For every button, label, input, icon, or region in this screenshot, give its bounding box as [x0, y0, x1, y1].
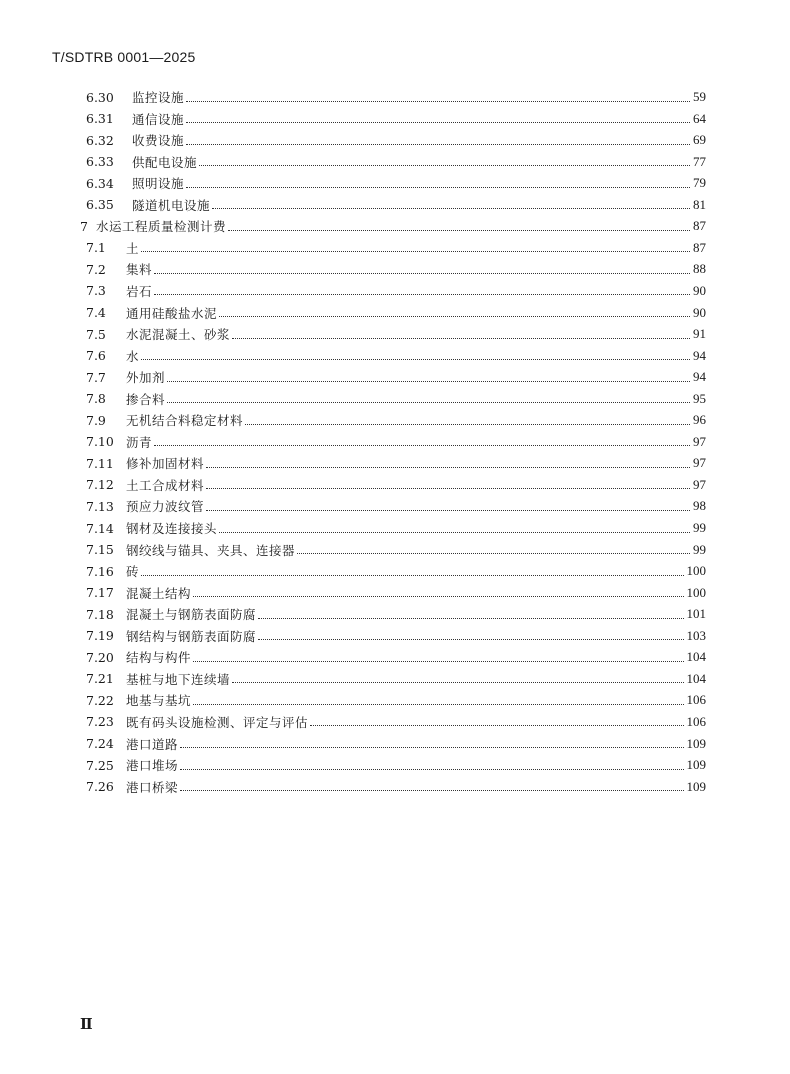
toc-dot-leader [167, 402, 690, 403]
toc-entry [86, 517, 706, 539]
toc-entry-title: 收费设施 [132, 133, 185, 149]
toc-entry [86, 495, 706, 517]
toc-entry [86, 582, 706, 604]
toc-entry [86, 108, 706, 130]
toc-entry-title: 混凝土与钢筋表面防腐 [126, 607, 257, 623]
toc-entry-number: 7.18 [86, 606, 114, 622]
toc-entry-title: 土 [126, 240, 140, 256]
toc-entry-title: 土工合成材料 [126, 477, 205, 493]
toc-dot-leader [219, 532, 690, 533]
toc-entry-number: 7.8 [86, 391, 106, 407]
toc-entry-number: 7.7 [86, 369, 106, 385]
toc-entry-page: 87 [693, 218, 706, 234]
toc-entry [86, 689, 706, 711]
toc-entry [86, 129, 706, 151]
toc-entry [86, 603, 706, 625]
toc-entry-page: 109 [686, 778, 706, 794]
toc-entry [86, 151, 706, 173]
toc-entry-page: 90 [693, 282, 706, 298]
toc-entry [86, 474, 706, 496]
toc-dot-leader [180, 747, 683, 748]
toc-dot-leader [154, 445, 690, 446]
toc-entry-page: 104 [686, 670, 706, 686]
toc-entry-title: 监控设施 [132, 90, 185, 105]
toc-entry-number: 7.15 [86, 542, 114, 558]
toc-entry [86, 711, 706, 733]
toc-entry-number: 7.21 [86, 671, 114, 687]
toc-entry-title: 港口堆场 [126, 758, 179, 774]
toc-entry-number: 6.31 [86, 111, 114, 127]
toc-entry-page: 98 [693, 498, 706, 514]
toc-entry-title: 砖 [126, 564, 140, 580]
toc-entry [86, 776, 706, 798]
toc-entry-title: 地基与基坑 [126, 693, 192, 709]
toc-entry-number: 7.2 [86, 261, 106, 277]
toc-entry-title: 预应力波纹管 [126, 499, 205, 515]
toc-dot-leader [297, 553, 690, 554]
toc-entry-page: 109 [686, 735, 706, 751]
toc-entry-title: 钢材及连接接头 [126, 521, 218, 536]
toc-entry [86, 646, 706, 668]
toc-entry [86, 452, 706, 474]
toc-entry-page: 97 [693, 476, 706, 492]
toc-entry-title: 水泥混凝土、砂浆 [126, 327, 231, 343]
toc-dot-leader [206, 467, 690, 468]
toc-entry-title: 水运工程质量检测计费 [96, 219, 227, 235]
toc-entry-page: 94 [693, 347, 706, 363]
toc-entry-title: 供配电设施 [132, 154, 198, 170]
toc-entry-number: 6.30 [86, 89, 114, 105]
toc-entry-number: 7.20 [86, 649, 114, 665]
toc-entry-page: 90 [693, 304, 706, 320]
toc-dot-leader [228, 230, 690, 231]
toc-entry-page: 106 [686, 713, 706, 729]
toc-entry-title: 混凝土结构 [126, 585, 192, 601]
toc-entry-page: 103 [686, 627, 706, 643]
toc-dot-leader [167, 381, 690, 382]
toc-dot-leader [141, 251, 690, 252]
toc-entry-title: 水 [126, 348, 140, 364]
toc-entry [86, 280, 706, 302]
toc-entry-page: 101 [686, 606, 706, 622]
toc-entry-number: 7.16 [86, 563, 114, 579]
toc-dot-leader [186, 122, 690, 123]
toc-entry-number: 7.22 [86, 692, 114, 708]
toc-entry-page: 96 [693, 412, 706, 428]
toc-entry-number: 7.5 [86, 326, 106, 342]
toc-dot-leader [258, 618, 683, 619]
toc-entry-number: 7.13 [86, 498, 114, 514]
toc-dot-leader [180, 769, 683, 770]
toc-entry-page: 99 [693, 520, 706, 535]
toc-dot-leader [245, 424, 690, 425]
toc-entry-page: 64 [693, 110, 706, 126]
toc-entry [86, 86, 706, 108]
toc-dot-leader [199, 165, 690, 166]
toc-dot-leader [310, 725, 683, 726]
toc-entry-number: 7.19 [86, 628, 114, 644]
toc-entry-page: 97 [693, 433, 706, 449]
toc-entry [86, 733, 706, 755]
toc-entry [86, 366, 706, 388]
toc-dot-leader [186, 144, 690, 145]
toc-entry [86, 668, 706, 690]
toc-entry-title: 钢绞线与锚具、夹具、连接器 [126, 542, 296, 558]
toc-entry-number: 6.35 [86, 197, 114, 213]
toc-dot-leader [186, 187, 690, 188]
toc-entry-title: 结构与构件 [126, 650, 192, 666]
toc-entry-title: 掺合料 [126, 391, 166, 407]
toc-dot-leader [232, 338, 690, 339]
toc-entry [86, 625, 706, 647]
toc-entry-number: 7.23 [86, 714, 114, 730]
toc-entry-page: 100 [686, 584, 706, 600]
toc-entry [80, 215, 706, 237]
toc-entry-number: 7.12 [86, 477, 114, 493]
toc-entry-number: 7.11 [86, 455, 114, 471]
toc-entry-page: 104 [686, 649, 706, 665]
toc-entry-page: 59 [693, 89, 706, 104]
toc-entry-page: 77 [693, 153, 706, 169]
toc-entry-page: 99 [693, 541, 706, 557]
toc-entry-page: 81 [693, 196, 706, 212]
toc-entry-number: 7.9 [86, 412, 106, 428]
toc-entry-title: 照明设施 [132, 176, 185, 192]
toc-entry-number: 7.1 [86, 240, 106, 256]
toc-entry-title: 基桩与地下连续墙 [126, 671, 231, 687]
toc-entry-title: 既有码头设施检测、评定与评估 [126, 714, 309, 730]
toc-entry-page: 87 [693, 239, 706, 255]
toc-dot-leader [154, 273, 690, 274]
toc-entry-title: 通信设施 [132, 111, 185, 127]
toc-entry-page: 100 [686, 563, 706, 579]
toc-entry [86, 237, 706, 259]
document-code: T/SDTRB 0001—2025 [52, 49, 196, 65]
toc-entry-number: 7.3 [86, 283, 106, 299]
toc-dot-leader [212, 208, 690, 209]
toc-entry-number: 7.17 [86, 585, 114, 601]
toc-entry-number: 7.4 [86, 305, 106, 320]
toc-entry-number: 6.33 [86, 154, 114, 170]
toc-dot-leader [206, 488, 690, 489]
toc-entry [86, 560, 706, 582]
toc-entry-title: 钢结构与钢筋表面防腐 [126, 628, 257, 644]
toc-entry-title: 无机结合料稳定材料 [126, 413, 244, 429]
toc-entry-number: 7.26 [86, 779, 114, 795]
toc-entry-number: 6.34 [86, 175, 114, 191]
toc-dot-leader [193, 596, 683, 597]
toc-entry-page: 91 [693, 326, 706, 342]
toc-entry [86, 431, 706, 453]
toc-entry-title: 通用硅酸盐水泥 [126, 305, 218, 321]
toc-entry [86, 539, 706, 561]
toc-dot-leader [141, 575, 683, 576]
toc-entry-title: 修补加固材料 [126, 456, 205, 472]
toc-dot-leader [180, 790, 683, 791]
toc-entry-number: 7.24 [86, 736, 114, 751]
page-number: Ⅱ [80, 1017, 92, 1033]
toc-entry [86, 172, 706, 194]
toc-entry-title: 港口道路 [126, 736, 179, 752]
toc-entry-number: 7.14 [86, 520, 114, 536]
toc-entry-number: 7.10 [86, 434, 114, 450]
toc-entry-page: 69 [693, 132, 706, 148]
toc-entry [86, 754, 706, 776]
toc-entry-page: 97 [693, 455, 706, 471]
toc-entry-number: 7 [80, 218, 88, 234]
toc-dot-leader [219, 316, 690, 317]
toc-dot-leader [258, 639, 683, 640]
toc-entry-page: 106 [686, 692, 706, 708]
toc-entry [86, 194, 706, 216]
toc-entry-title: 港口桥梁 [126, 779, 179, 795]
toc-entry-number: 7.6 [86, 348, 106, 364]
toc-entry-title: 沥青 [126, 434, 153, 450]
toc-entry-page: 109 [686, 757, 706, 773]
toc-entry-page: 79 [693, 175, 706, 191]
toc-entry [86, 388, 706, 410]
toc-dot-leader [154, 294, 690, 295]
toc-entry-number: 7.25 [86, 757, 114, 773]
toc-dot-leader [141, 359, 690, 360]
toc-entry [86, 258, 706, 280]
toc-dot-leader [193, 704, 683, 705]
toc-entry-page: 95 [693, 390, 706, 406]
toc-entry-number: 6.32 [86, 132, 114, 148]
toc-entry [86, 302, 706, 324]
toc-dot-leader [193, 661, 683, 662]
toc-entry-title: 外加剂 [126, 370, 166, 386]
toc-dot-leader [206, 510, 690, 511]
toc-entry [86, 345, 706, 367]
toc-entry-title: 集料 [126, 262, 153, 278]
toc-dot-leader [232, 682, 683, 683]
toc-entry-title: 隧道机电设施 [132, 197, 211, 213]
toc-entry-title: 岩石 [126, 283, 153, 299]
toc-entry-page: 88 [693, 261, 706, 277]
toc-entry [86, 409, 706, 431]
toc-entry [86, 323, 706, 345]
toc-entry-page: 94 [693, 369, 706, 385]
toc-dot-leader [186, 101, 690, 102]
